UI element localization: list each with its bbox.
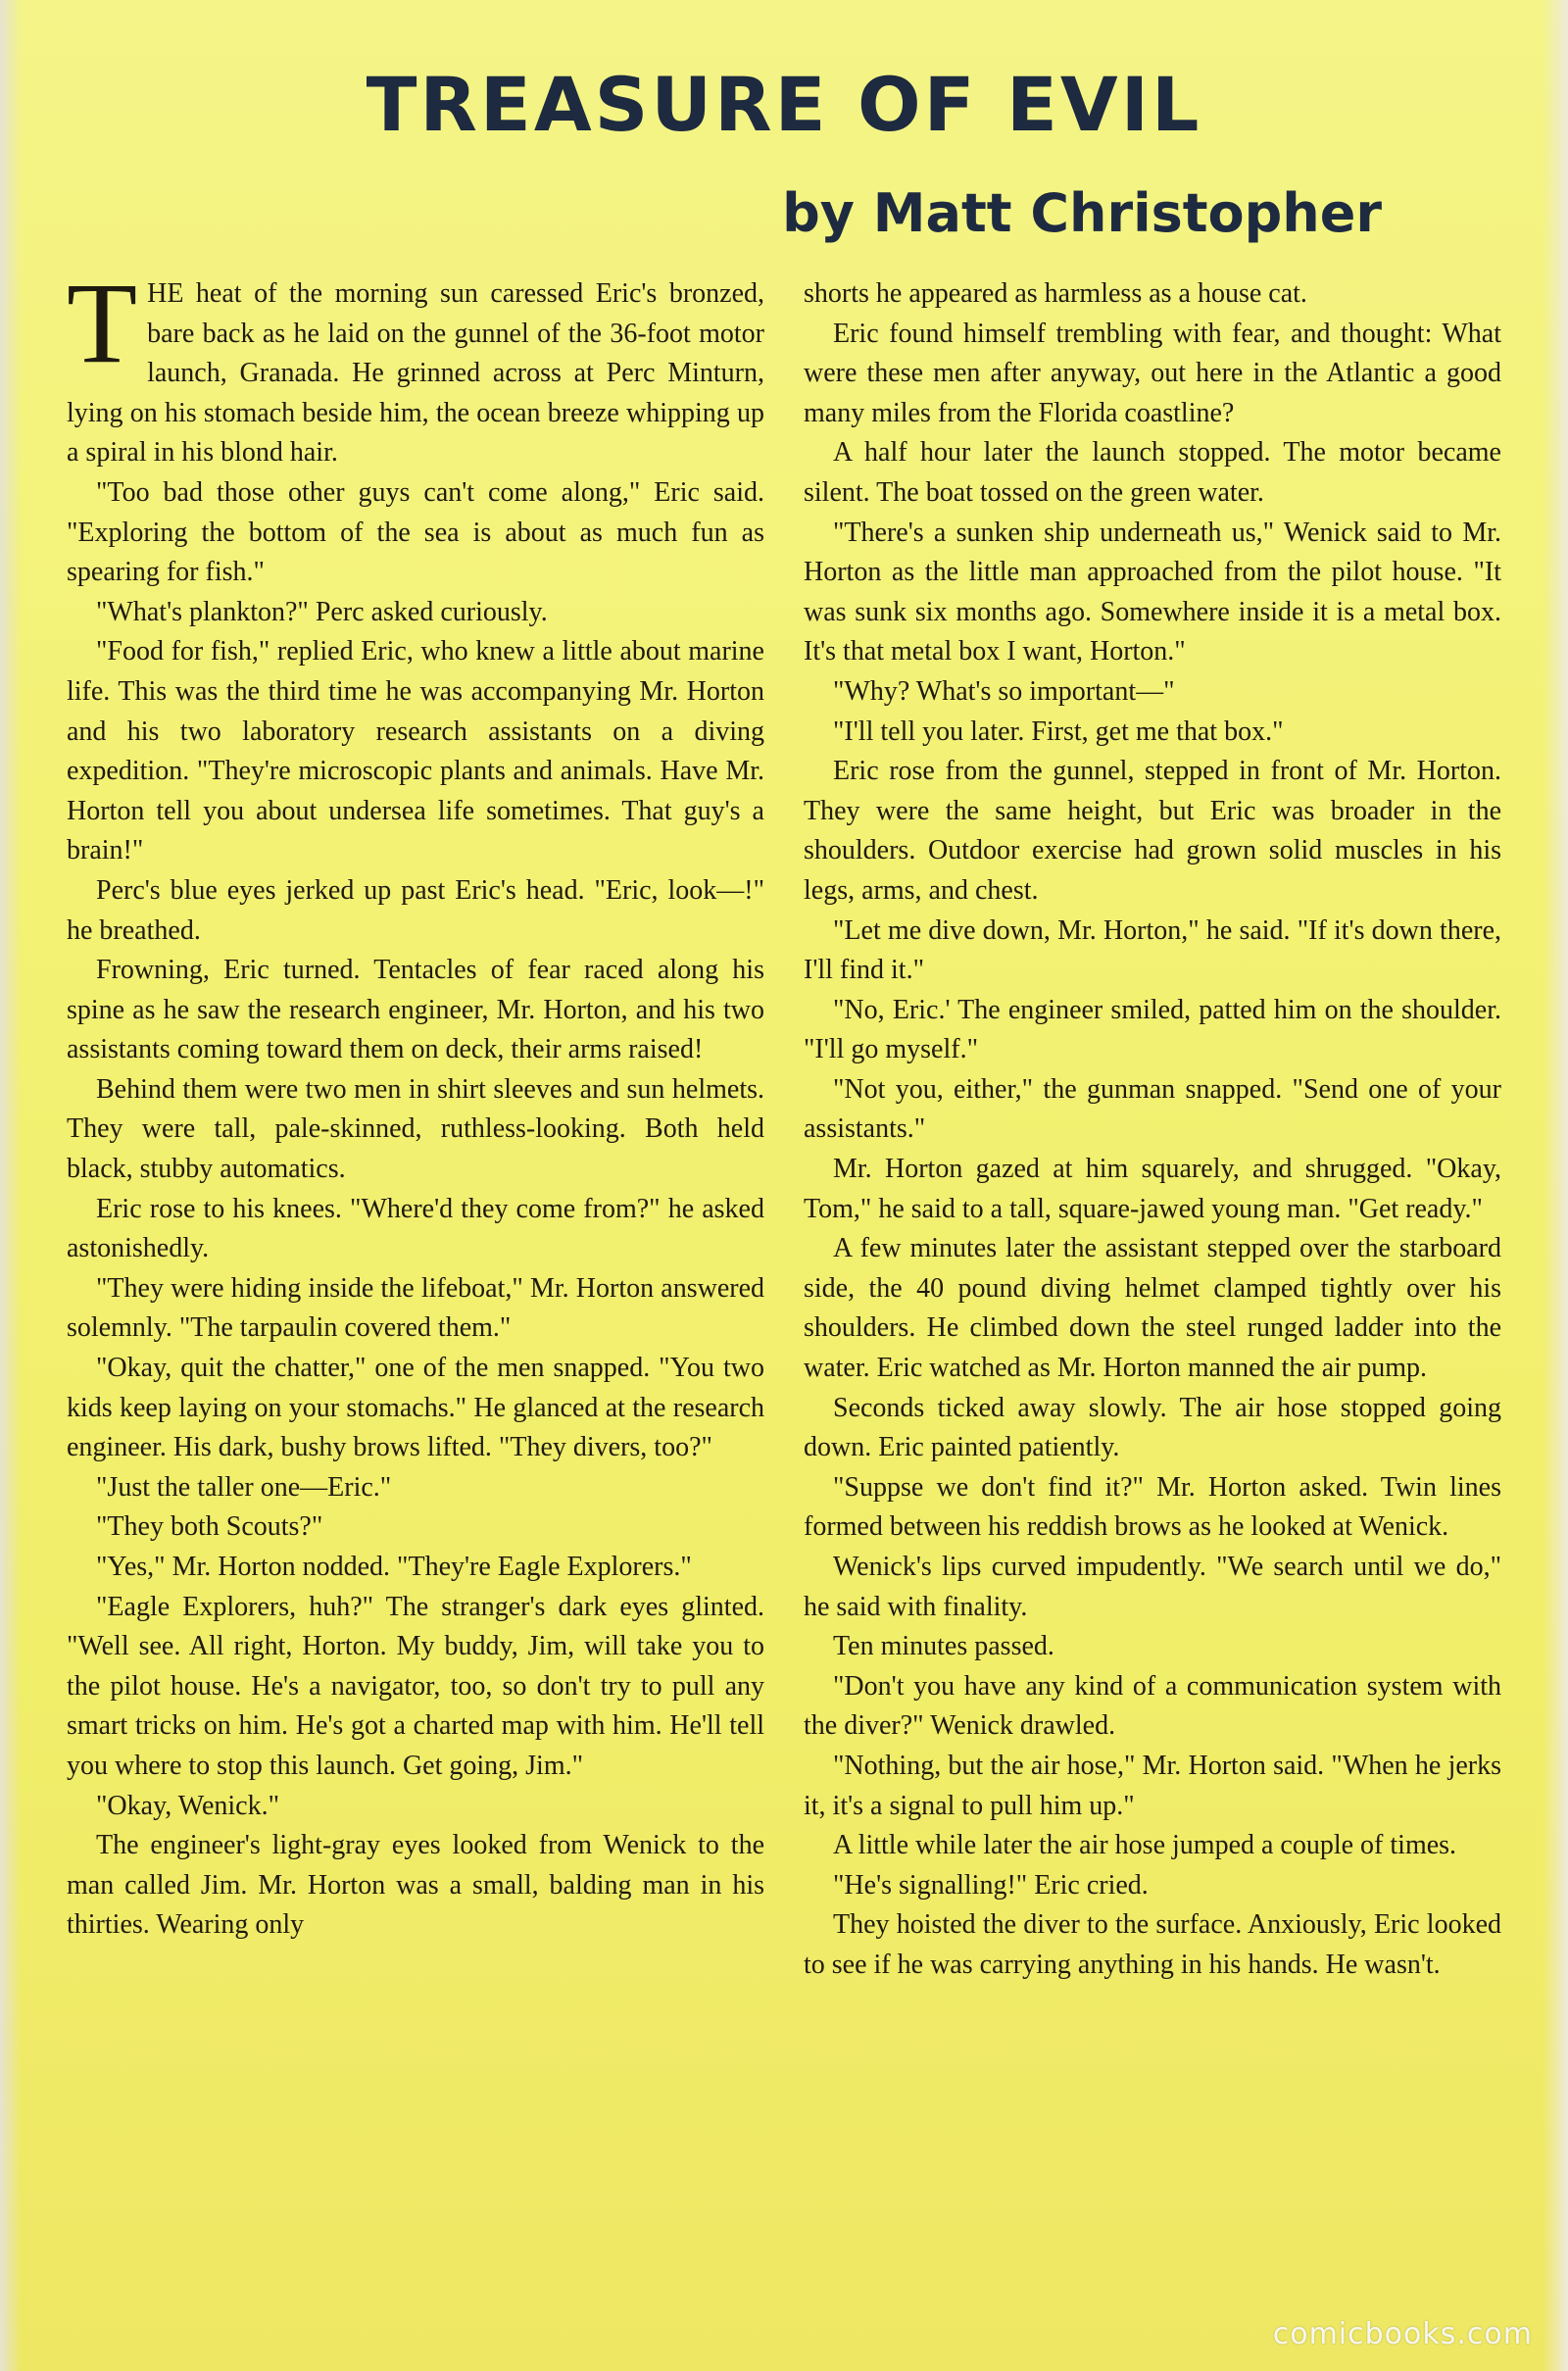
paragraph: Behind them were two men in shirt sleeves and sun helmets. They were tall, pale-skinned, ruthless-looking. Both held black, stubby automatics. [67, 1073, 764, 1185]
paragraph: "Don't you have any kind of a communication system with the diver?" Wenick drawled. [804, 1670, 1501, 1742]
paragraph: Ten minutes passed. [833, 1631, 1054, 1662]
paragraph: Frowning, Eric turned. Tentacles of fear raced along his spine as he saw the research engineer, Mr. Horton, and his two assistants coming toward them on deck, their arms raised! [67, 955, 764, 1065]
paragraph: "Suppse we don't find it?" Mr. Horton asked. Twin lines formed between his reddish brows as he looked at Wenick. [804, 1471, 1501, 1543]
paragraph: "I'll tell you later. First, get me that box." [833, 716, 1284, 747]
paragraph: "They both Scouts?" [96, 1511, 323, 1543]
paragraph: "Why? What's so important—" [833, 675, 1175, 707]
paragraph: "Not you, either," the gunman snapped. "Send one of your assistants." [804, 1073, 1501, 1145]
paragraph: Seconds ticked away slowly. The air hose stopped going down. Eric painted patiently. [804, 1392, 1501, 1463]
story-title: TREASURE OF EVIL [366, 61, 1202, 148]
right-text-column [804, 274, 1501, 1986]
paragraph: "Too bad those other guys can't come along," Eric said. "Exploring the bottom of the sea is about as much fun as spearing for fish." [67, 476, 764, 588]
paragraph: "Okay, Wenick." [96, 1790, 280, 1821]
paragraph: Eric found himself trembling with fear, and thought: What were these men after anyway, out here in the Atlantic a good many miles from the Florida coastline? [804, 318, 1501, 428]
paragraph: "Yes," Mr. Horton nodded. "They're Eagle Explorers." [96, 1552, 692, 1582]
paragraph: "Nothing, but the air hose," Mr. Horton said. "When he jerks it, it's a signal to pull him up." [804, 1750, 1501, 1821]
page-edge-right [1543, 0, 1568, 2371]
paragraph: A little while later the air hose jumped a couple of times. [833, 1830, 1457, 1861]
paragraph: Wenick's lips curved impudently. "We search until we do," he said with finality. [804, 1552, 1501, 1622]
paragraph: "Just the taller one—Eric." [96, 1471, 392, 1503]
paragraph: "Food for fish," replied Eric, who knew a little about marine life. This was the third time he was accompanying Mr. Horton and his two laboratory research assistants on a diving expedition. "They're microscopic plants and animals. Have Mr. Horton tell you about undersea life sometimes. That guy's a brain!" [67, 636, 764, 866]
paragraph: "Eagle Explorers, huh?" The stranger's dark eyes glinted. "Well see. All right, Horton. My buddy, Jim, will take you to the pilot house. He's a navigator, too, so don't try to pull any smart tricks on him. He's got a charted map with him. He'll tell you where to stop this launch. Get going, Jim." [67, 1591, 764, 1781]
paragraph: shorts he appeared as harmless as a house cat. [804, 278, 1307, 309]
paragraph: "He's signalling!" Eric cried. [833, 1869, 1149, 1901]
paragraph: A half hour later the launch stopped. The motor became silent. The boat tossed on the green water. [804, 437, 1501, 508]
paragraph: The engineer's light-gray eyes looked from Wenick to the man called Jim. Mr. Horton was a small, balding man in his thirties. Wearing only [67, 1830, 764, 1941]
paragraph: "There's a sunken ship underneath us," Wenick said to Mr. Horton as the little man approached from the pilot house. "It was sunk six months ago. Somewhere inside it is a metal box. It's that metal box I want, Horton." [804, 517, 1501, 667]
paragraph: A few minutes later the assistant stepped over the starboard side, the 40 pound diving helmet clamped tightly over his shoulders. He climbed down the steel runged ladder into the water. Eric watched as Mr. Horton manned the air pump. [804, 1233, 1501, 1384]
paragraph: "Okay, quit the chatter," one of the men snapped. "You two kids keep laying on your stomachs." He glanced at the research engineer. His dark, bushy brows lifted. "They divers, too?" [67, 1353, 764, 1463]
paragraph: THE heat of the morning sun caressed Eric's bronzed, bare back as he laid on the gunnel of the 36-foot motor launch, Granada. He grinned across at Perc Minturn, lying on his stomach beside him, the ocean breeze whipping up a spiral in his blond hair. [67, 259, 764, 469]
left-text-column [67, 259, 764, 1946]
paragraph: "No, Eric.' The engineer smiled, patted him on the shoulder. "I'll go myself." [804, 994, 1501, 1065]
paragraph: Eric rose from the gunnel, stepped in front of Mr. Horton. They were the same height, but Eric was broader in the shoulders. Outdoor exercise had grown solid muscles in his legs, arms, and chest. [804, 756, 1501, 906]
page-edge-left [0, 0, 22, 2371]
paragraph: "They were hiding inside the lifeboat," Mr. Horton answered solemnly. "The tarpaulin covered them." [67, 1272, 764, 1344]
paragraph: "What's plankton?" Perc asked curiously. [96, 596, 548, 627]
paragraph: "Let me dive down, Mr. Horton," he said. "If it's down there, I'll find it." [804, 914, 1501, 986]
site-watermark: comicbooks.com [1272, 2317, 1533, 2351]
story-byline: by Matt Christopher [782, 182, 1382, 244]
paragraph: Eric rose to his knees. "Where'd they come from?" he asked astonishedly. [67, 1193, 764, 1264]
drop-cap: T [67, 259, 138, 387]
paragraph: Mr. Horton gazed at him squarely, and shrugged. "Okay, Tom," he said to a tall, square-jawed young man. "Get ready." [804, 1154, 1501, 1224]
paragraph: Perc's blue eyes jerked up past Eric's head. "Eric, look—!" he breathed. [67, 874, 764, 946]
paragraph: They hoisted the diver to the surface. Anxiously, Eric looked to see if he was carrying anything in his hands. He wasn't. [804, 1909, 1501, 1980]
